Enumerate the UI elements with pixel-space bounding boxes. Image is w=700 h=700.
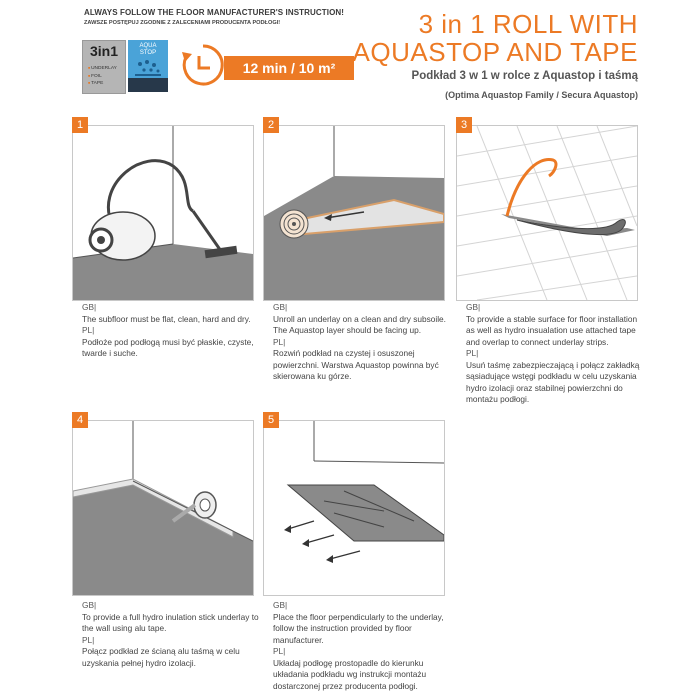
step-5-gb-text: Place the floor perpendicularly to the underlay, follow the instruction provided by floor manufacturer. — [273, 611, 444, 645]
step-5-number: 5 — [263, 412, 279, 428]
step-1-illustration — [72, 125, 254, 301]
vacuum-cleaner-illustration — [73, 126, 253, 300]
step-4-gb-label: GB| — [82, 600, 97, 610]
step-2-description — [273, 302, 453, 383]
step-3-gb-text: To provide a stable surface for floor installation as well as hydro insualation use attached tape and overlap to connect underlay strips. — [466, 313, 638, 347]
step-1-number: 1 — [72, 117, 88, 133]
step-4-gb-text: To provide a full hydro inulation stick underlay to the wall using alu tape. — [82, 611, 259, 633]
logo-aquastop — [128, 40, 168, 92]
subtitle-products: (Optima Aquastop Family / Secura Aquastop) — [445, 90, 638, 100]
step-3-gb-label: GB| — [466, 302, 481, 312]
step-1-description — [82, 302, 262, 360]
step-4-illustration — [72, 420, 254, 596]
logo-3in1-title: 3in1 — [89, 43, 118, 59]
floor-panels-illustration — [264, 421, 444, 595]
step-4-pl-text: Połącz podkład ze ścianą alu taśmą w celu uzyskania pełnej hydro izolacji. — [82, 646, 240, 668]
logo-3in1 — [82, 40, 126, 94]
title-line1: 3 in 1 ROLL WITH — [418, 9, 638, 39]
step-5-gb-label: GB| — [273, 600, 288, 610]
step-3-pl-text: Usuń taśmę zabezpieczającą i połącz zakładką sąsiadujące wstęgi podkładu w celu uzyskania hydro izolacji oraz stabilnej powierzchni do montażu podłogi. — [466, 359, 640, 404]
warning-en: ALWAYS FOLLOW THE FLOOR MANUFACTURER'S INSTRUCTION! — [84, 8, 345, 17]
warning-pl: ZAWSZE POSTĘPUJ ZGODNIE Z ZALECENIAMI PRODUCENTA PODŁOGI! — [84, 20, 281, 26]
timer-icon — [180, 42, 226, 88]
step-3-description — [466, 302, 646, 406]
logo-3in1-list — [88, 65, 117, 88]
step-2-gb-label: GB| — [273, 302, 288, 312]
step-5-pl-label: PL| — [273, 646, 286, 656]
step-2-pl-text: Rozwiń podkład na czystej i osuszonej powierzchni. Warstwa Aquastop powinna być skierowana ku górze. — [273, 348, 439, 381]
page-title — [353, 10, 638, 66]
step-4-pl-label: PL| — [82, 634, 95, 645]
step-1-gb-text: The subfloor must be flat, clean, hard and dry. — [82, 313, 251, 324]
aqua-line1: AQUA — [139, 43, 157, 49]
logo-item-foil: ■ FOIL — [88, 73, 117, 81]
step-3-illustration — [456, 125, 638, 301]
step-5-illustration — [263, 420, 445, 596]
step-2-illustration — [263, 125, 445, 301]
logo-item-underlay: ■ UNDERLAY — [88, 65, 117, 73]
step-1-pl-text: Podłoże pod podłogą musi być płaskie, czyste, twarde i suche. — [82, 336, 254, 358]
aqua-footer — [128, 78, 168, 92]
step-1-gb-label: GB| — [82, 302, 97, 312]
step-3-pl-label: PL| — [466, 348, 479, 358]
overlap-tape-illustration — [457, 126, 637, 300]
step-2-number: 2 — [263, 117, 279, 133]
step-4-description — [82, 600, 262, 669]
time-badge: 12 min / 10 m² — [224, 56, 354, 80]
unroll-underlay-illustration — [264, 126, 444, 300]
step-4-number: 4 — [72, 412, 88, 428]
logo-item-tape: ■ TAPE — [88, 80, 117, 88]
aqua-line2: STOP — [139, 50, 157, 56]
subtitle-pl: Podkład 3 w 1 w rolce z Aquastop i taśmą — [411, 70, 638, 82]
step-2-pl-label: PL| — [273, 336, 286, 347]
wall-tape-illustration — [73, 421, 253, 595]
title-line2: AQUASTOP AND TAPE — [352, 37, 638, 67]
step-3-number: 3 — [456, 117, 472, 133]
step-5-pl-text: Układaj podłogę prostopadle do kierunku układania podkładu wg instrukcji montażu dostarczonej przez producenta podłogi. — [273, 657, 427, 691]
step-5-description — [273, 600, 453, 692]
step-1-pl-label: PL| — [82, 325, 95, 335]
step-2-gb-text: Unroll an underlay on a clean and dry subsoile. The Aquastop layer should be facing up. — [273, 313, 446, 335]
